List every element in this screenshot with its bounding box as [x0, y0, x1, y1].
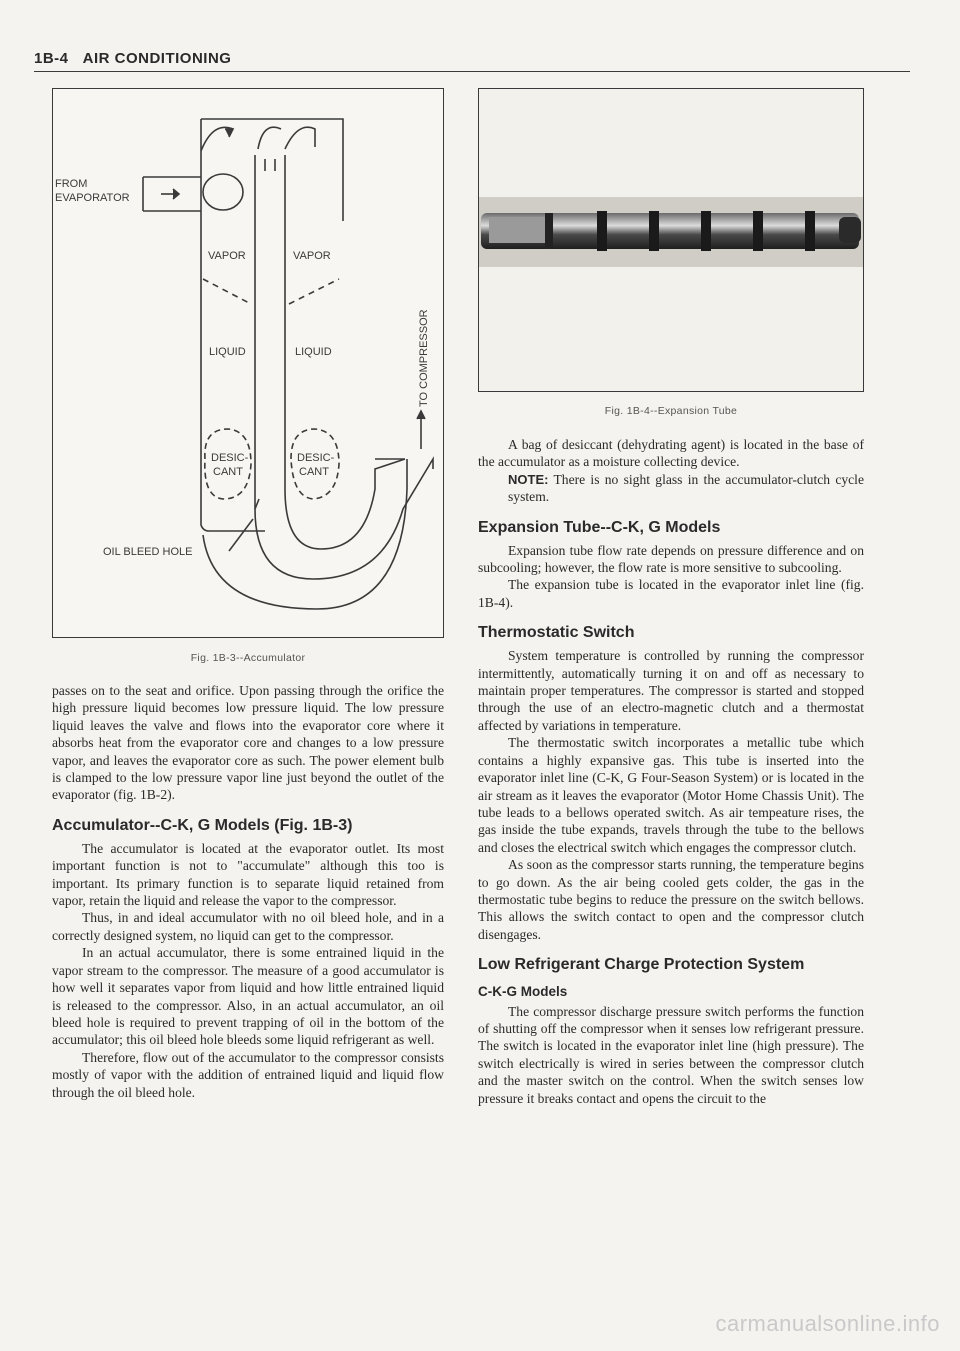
right-paragraph-6: As soon as the compressor starts running, the temperature begins to go down. As the air being cooled gets colder, the gas in the thermostatic tube begins to reduce the pressure on the switch bellows. This allows the switch contact to open and the compressor clutch disengages.: [478, 857, 864, 942]
left-paragraph-2: The accumulator is located at the evaporator outlet. Its most important function is not to "accumulate" although this too is important. Its primary function is to separate liquid retained from vapor, retain the liquid and release the vapor to the compressor.: [52, 840, 444, 909]
right-paragraph-5: The thermostatic switch incorporates a metallic tube which contains a highly expansive gas. This tube is inserted into the evaporator inlet line (C-K, G Four-Season System) or is located in the air stream as it leaves the evaporator (Motor Home Chassis Unit). The tube leads to a bellows operated switch. As air tempeature rises, the gas inside the tube expands, travels through the tube to the bellows and closes the electrical switch which engages the compressor clutch.: [478, 735, 864, 855]
accumulator-diagram: [53, 89, 443, 637]
expansion-tube-figure: [478, 88, 864, 392]
note-text: There is no sight glass in the accumulator-clutch cycle system.: [508, 471, 864, 505]
watermark: carmanualsonline.info: [715, 1311, 940, 1336]
label-desiccant-right-1: DESIC-: [297, 452, 335, 464]
heading-thermostatic-switch: Thermostatic Switch: [478, 624, 635, 642]
page-header: [34, 50, 910, 72]
left-paragraph-1: passes on to the seat and orifice. Upon passing through the orifice the high pressure liquid becomes low pressure liquid. The low pressure liquid leaves the valve and flows into the evaporator core where it absorbs heat from the evaporator core and changes to a low pressure vapor, and leaves the evaporator core as such. The power element bulb is clamped to the low pressure vapor line just beyond the outlet of the evaporator (fig. 1B-2).: [52, 683, 444, 803]
left-paragraph-4: In an actual accumulator, there is some entrained liquid in the vapor stream to the compressor. The measure of a good accumulator is how well it separates vapor from liquid and how little entrained liquid is released to the compressor. Also, in an actual accumulator, an oil bleed hole is required to prevent trapping of oil in the bottom of the accumulator; this oil bleed hole bleeds some liquid refrigerant as well.: [52, 945, 444, 1048]
note-paragraph: [478, 471, 864, 506]
right-paragraph-4: System temperature is controlled by running the compressor intermittently, automatically turning it on and off as necessary to maintain proper temperatures. The compressor is started and stopped through the use of an electro-magnetic clutch and a thermostat affected by variations in temperature.: [478, 648, 864, 733]
left-column: [52, 682, 444, 1101]
right-paragraph-2: Expansion tube flow rate depends on pressure difference and on subcooling; however, the flow rate is more sensitive to subcooling.: [478, 542, 864, 576]
heading-low-refrigerant: Low Refrigerant Charge Protection System: [478, 956, 805, 974]
right-column: [478, 436, 864, 1107]
subheading-ckg-models: C-K-G Models: [478, 984, 568, 1000]
left-paragraph-3: Thus, in and ideal accumulator with no oil bleed hole, and in a correctly designed system, no liquid can get to the compressor.: [52, 910, 444, 943]
accumulator-figure: [52, 88, 444, 638]
label-from: FROM: [55, 178, 88, 190]
expansion-tube-photo: [479, 89, 863, 391]
section-title: AIR CONDITIONING: [82, 50, 232, 67]
figure-1b3-caption: Fig. 1B-3--Accumulator: [190, 652, 306, 664]
page-number: 1B-4: [34, 50, 69, 67]
label-vapor-left: VAPOR: [208, 250, 246, 262]
label-to-compressor: TO COMPRESSOR: [418, 309, 430, 407]
label-desiccant-right-2: CANT: [299, 466, 329, 478]
figure-1b4-caption: Fig. 1B-4--Expansion Tube: [604, 405, 738, 417]
label-desiccant-left-1: DESIC-: [211, 452, 249, 464]
right-paragraph-1: A bag of desiccant (dehydrating agent) is located in the base of the accumulator as a moisture collecting device.: [478, 437, 864, 470]
label-liquid-right: LIQUID: [295, 346, 332, 358]
label-vapor-right: VAPOR: [293, 250, 331, 262]
label-liquid-left: LIQUID: [209, 346, 246, 358]
heading-accumulator: Accumulator--C-K, G Models (Fig. 1B-3): [52, 816, 353, 834]
right-paragraph-7: The compressor discharge pressure switch performs the function of shutting off the compressor when it senses low refrigerant pressure. The switch is located in the evaporator inlet line (high pressure). The switch electrically is wired in series between the compressor clutch and the master switch on the control. When the switch senses low pressure it breaks contact and opens the circuit to the: [478, 1003, 864, 1106]
heading-expansion-tube: Expansion Tube--C-K, G Models: [478, 518, 721, 536]
label-desiccant-left-2: CANT: [213, 466, 243, 478]
right-paragraph-3: The expansion tube is located in the evaporator inlet line (fig. 1B-4).: [478, 577, 864, 610]
label-oil-bleed-hole: OIL BLEED HOLE: [103, 546, 193, 558]
label-evaporator: EVAPORATOR: [55, 192, 130, 204]
note-label: NOTE:: [508, 471, 549, 487]
left-paragraph-5: Therefore, flow out of the accumulator to the compressor consists mostly of vapor with the addition of entrained liquid and liquid flow through the oil bleed hole.: [52, 1049, 444, 1100]
